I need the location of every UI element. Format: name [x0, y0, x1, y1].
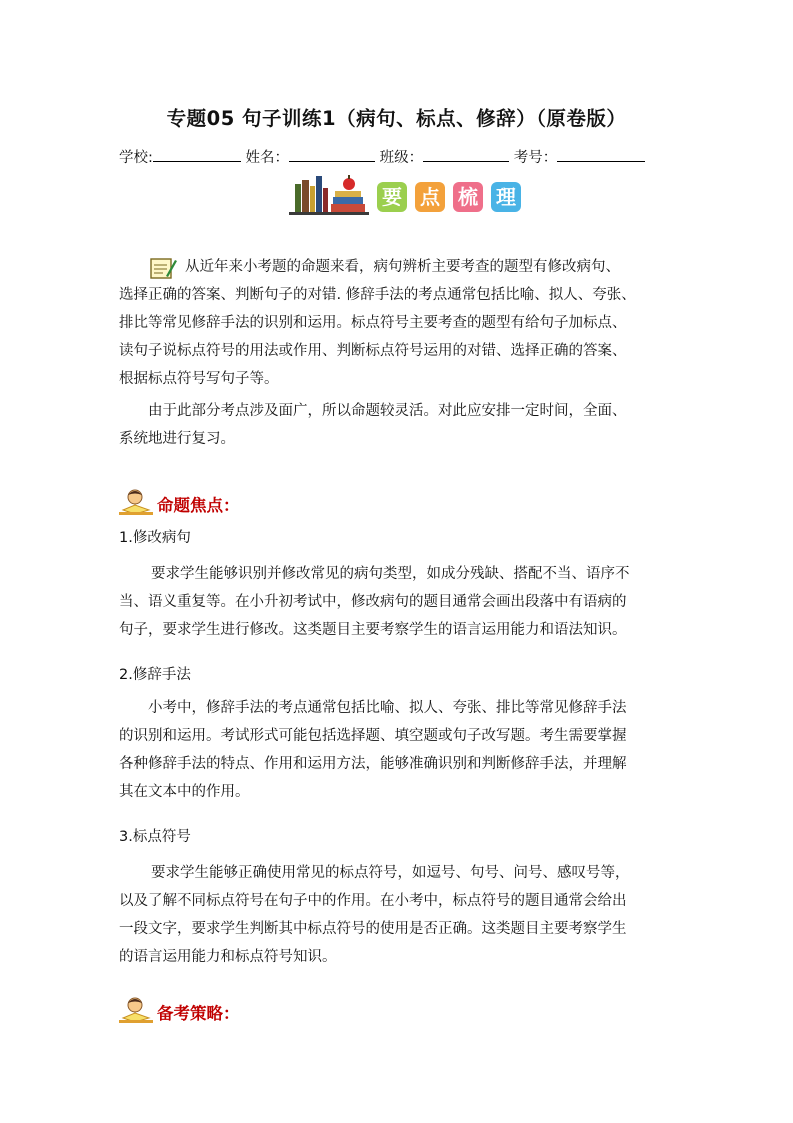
intro-line: 选择正确的答案、判断句子的对错. 修辞手法的考点通常包括比喻、拟人、夸张、 [119, 287, 636, 303]
intro-line: 排比等常见修辞手法的识别和运用。标点符号主要考查的题型有给句子加标点、 [119, 315, 627, 331]
school-blank[interactable] [153, 147, 241, 162]
intro-paragraph [119, 253, 679, 453]
class-blank[interactable] [423, 147, 509, 162]
section-line: 一段文字，要求学生判断其中标点符号的使用是否正确。这类题目主要考察学生 [119, 921, 627, 937]
intro-line: 由于此部分考点涉及面广，所以命题较灵活。对此应安排一定时间，全面、 [148, 403, 627, 419]
name-blank[interactable] [289, 147, 375, 162]
student-info-line [119, 146, 645, 167]
books-icon [287, 172, 371, 218]
intro-line: 从近年来小考题的命题来看，病句辨析主要考查的题型有修改病句、 [185, 259, 620, 275]
school-label: 学校: [119, 150, 153, 166]
banner-char-1: 要 [377, 182, 407, 212]
exam-no-label: 考号： [513, 150, 558, 166]
class-label: 班级： [379, 150, 424, 166]
banner-char-4: 理 [491, 182, 521, 212]
section-title: 3.标点符号 [119, 829, 191, 845]
section-line: 要求学生能够识别并修改常见的病句类型，如成分残缺、搭配不当、语序不 [151, 566, 630, 582]
section-paragraph [119, 694, 679, 806]
exam-no-blank[interactable] [557, 147, 645, 162]
strategy-heading-label: 备考策略： [157, 1004, 240, 1023]
banner-char-3: 梳 [453, 182, 483, 212]
student-reading-icon [119, 488, 153, 516]
page-title: 专题05 句子训练1（病句、标点、修辞）（原卷版） [166, 107, 627, 130]
intro-line: 根据标点符号写句子等。 [119, 371, 279, 387]
section-title: 2.修辞手法 [119, 667, 191, 683]
section-paragraph [119, 859, 679, 971]
section-line: 要求学生能够正确使用常见的标点符号，如逗号、句号、问号、感叹号等， [151, 865, 630, 881]
name-label: 姓名： [245, 150, 289, 166]
section-line: 小考中，修辞手法的考点通常包括比喻、拟人、夸张、排比等常见修辞手法 [148, 700, 627, 716]
section-title: 1.修改病句 [119, 530, 191, 546]
section-line: 句子，要求学生进行修改。这类题目主要考察学生的语言运用能力和语法知识。 [119, 622, 627, 638]
section-line: 其在文本中的作用。 [119, 784, 250, 800]
student-reading-icon [119, 996, 153, 1024]
key-points-banner [287, 172, 527, 218]
intro-line: 系统地进行复习。 [119, 431, 235, 447]
intro-line: 读句子说标点符号的用法或作用、判断标点符号运用的对错、选择正确的答案、 [119, 343, 627, 359]
section-line: 当、语义重复等。在小升初考试中，修改病句的题目通常会画出段落中有语病的 [119, 594, 627, 610]
section-line: 以及了解不同标点符号在句子中的作用。在小考中，标点符号的题目通常会给出 [119, 893, 627, 909]
section-line: 的语言运用能力和标点符号知识。 [119, 949, 337, 965]
banner-char-2: 点 [415, 182, 445, 212]
section-paragraph [119, 560, 679, 644]
section-line: 的识别和运用。考试形式可能包括选择题、填空题或句子改写题。考生需要掌握 [119, 728, 627, 744]
section-line: 各种修辞手法的特点、作用和运用方法，能够准确识别和判断修辞手法，并理解 [119, 756, 627, 772]
focus-heading-label: 命题焦点： [157, 496, 240, 515]
